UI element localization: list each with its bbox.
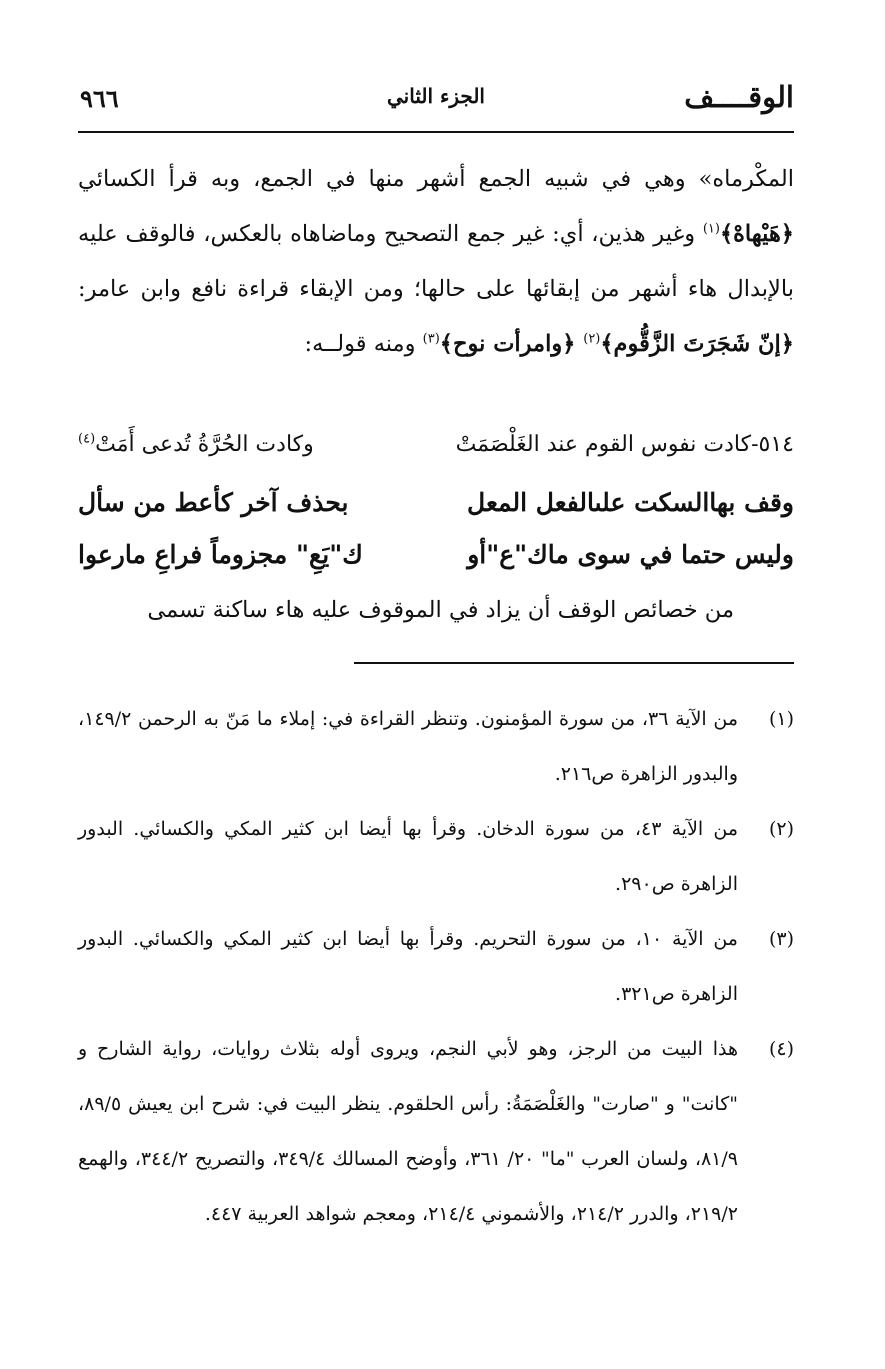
- verse-line: [78, 540, 794, 590]
- paragraph-text: وغير هذين، أي: غير جمع التصحيح وماضاهاه بالعكس، فالوقف عليه بالإبدال هاء أشهر من إبقائها على حالها؛ ومن الإبقاء قراءة نافع وابن عامر:: [78, 221, 794, 302]
- footnote-text: من الآية ٤٣، من سورة الدخان. وقرأ بها أيضا ابن كثير المكي والكسائي. البدور الزاهرة ص٢٩٠.: [78, 818, 739, 895]
- verse-second-hemistich: بحذف آخر كأعط من سأل: [78, 488, 349, 517]
- footnote-ref: (١): [702, 221, 720, 237]
- footnote-ref: (٣): [422, 331, 440, 347]
- footnote: [78, 1022, 794, 1242]
- paragraph-text: ومنه قولــه:: [304, 331, 423, 357]
- part-title: الجزء الثاني: [387, 84, 485, 108]
- footnote-number: (٢): [768, 818, 794, 840]
- footnote: [78, 912, 794, 1022]
- footnote: [78, 802, 794, 912]
- footnote-ref: (٤): [78, 431, 96, 447]
- footnote-number: (٣): [768, 928, 794, 950]
- verse-second-text: وكادت الحُرَّةُ تُدعى أَمَتْ: [95, 432, 314, 457]
- footnote-ref: (٢): [583, 331, 601, 347]
- page-header: [78, 70, 794, 130]
- footnote-text: هذا البيت من الرجز، وهو لأبي النجم، ويروى أوله بثلاث روايات، رواية الشارح و "كانت" و "صارت" والغَلْصَمَةُ: رأس الحلقوم. ينظر البيت في: شرح ابن يعيش ٨٩/٥، ٨١/٩، ولسان العرب "ما" ٢٠/ ٣٦١، وأوضح المسالك ٣٤٩/٤، والتصريح ٣٤٤/٢، والهمع ٢١٩/٢، والدرر ٢١٤/٢، والأشموني ٢١٤/٤، ومعجم شواهد العربية ٤٤٧.: [78, 1038, 738, 1225]
- page-number: ٩٦٦: [80, 84, 119, 113]
- commentary-text: من خصائص الوقف أن يزاد في الموقوف عليه هاء ساكنة تسمى: [147, 597, 734, 623]
- verse-first-hemistich: وليس حتما في سوى ماك"ع"أو: [467, 540, 794, 569]
- footnotes: [78, 692, 794, 1242]
- verse-first-hemistich: وقف بهاالسكت علىالفعل المعل: [467, 488, 794, 517]
- main-paragraph: [78, 152, 794, 372]
- book-page: [78, 0, 794, 1369]
- verse-second-hemistich: ك"يَعِ" مجزوماً فراعِ مارعوا: [78, 540, 363, 569]
- footnote-number: (٤): [768, 1038, 794, 1060]
- paragraph-text: المكْرماه» وهي في شبيه الجمع أشهر منها في الجمع، وبه قرأ الكسائي: [78, 166, 794, 192]
- footnote-text: من الآية ٣٦، من سورة المؤمنون. وتنظر القراءة في: إملاء ما مَنّ به الرحمن ١٤٩/٢، والبدور الزاهرة ص٢١٦.: [78, 708, 739, 785]
- footnote-number: (١): [768, 708, 794, 730]
- quran-quote: ﴿هَيْهاهْ﴾: [719, 221, 794, 247]
- footnote-text: من الآية ١٠، من سورة التحريم. وقرأ بها أيضا ابن كثير المكي والكسائي. البدور الزاهرة ص٣٢١.: [78, 928, 738, 1005]
- verse-first-hemistich: ٥١٤-كادت نفوس القوم عند الغَلْصَمَتْ: [455, 432, 794, 457]
- quran-quote: ﴿وامرأت نوح﴾: [439, 331, 584, 357]
- footnote: [78, 692, 794, 802]
- chapter-title: الوقــــف: [684, 80, 794, 114]
- verse-second-hemistich: [78, 432, 408, 457]
- footnote-divider: [354, 662, 794, 664]
- quran-quote: ﴿إنّ شَجَرَتَ الزَّقُّوم﴾: [600, 331, 794, 357]
- verse-line: [78, 488, 794, 538]
- verse-line: [78, 432, 794, 482]
- header-divider: [78, 131, 794, 133]
